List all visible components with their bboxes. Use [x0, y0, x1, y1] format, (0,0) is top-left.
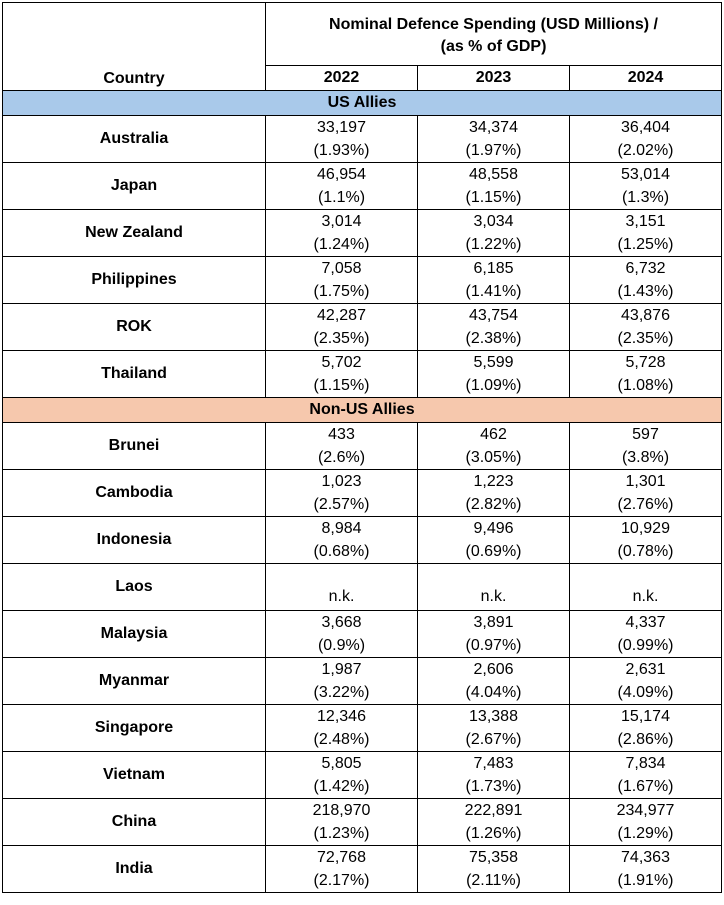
- value-cell: [570, 351, 722, 398]
- spending-value: 3,891: [473, 614, 514, 631]
- year-header-2024: 2024: [570, 66, 722, 91]
- gdp-percent-value: (1.25%): [617, 236, 674, 253]
- spending-value: 6,185: [473, 260, 514, 277]
- country-cell: Laos: [3, 564, 266, 611]
- spending-value: 222,891: [464, 802, 523, 819]
- value-cell: [418, 846, 570, 893]
- spending-value: 43,876: [621, 307, 670, 324]
- gdp-percent-value: (1.08%): [617, 377, 674, 394]
- country-cell: Australia: [3, 116, 266, 163]
- value-cell: [266, 799, 418, 846]
- gdp-percent-value: (1.42%): [313, 778, 370, 795]
- table-row: [3, 423, 722, 470]
- spending-value: 5,599: [473, 354, 514, 371]
- group-header: Non-US Allies: [3, 398, 722, 423]
- value-cell: [418, 752, 570, 799]
- country-cell: Cambodia: [3, 470, 266, 517]
- value-cell: [418, 116, 570, 163]
- spending-value: 5,805: [321, 755, 362, 772]
- country-cell: Vietnam: [3, 752, 266, 799]
- gdp-percent-value: (0.97%): [465, 637, 522, 654]
- gdp-percent-value: (0.69%): [465, 543, 522, 560]
- gdp-percent-value: (1.73%): [465, 778, 522, 795]
- value-cell: [266, 564, 418, 611]
- group-row: [3, 91, 722, 116]
- value-cell: [570, 304, 722, 351]
- country-cell: Malaysia: [3, 611, 266, 658]
- gdp-percent-value: (2.86%): [617, 731, 674, 748]
- value-cell: [418, 304, 570, 351]
- table-title-line1: Nominal Defence Spending (USD Millions) /: [329, 16, 658, 33]
- header-row-title: [3, 3, 722, 66]
- table-row: [3, 752, 722, 799]
- value-cell: [418, 210, 570, 257]
- value-cell: [570, 846, 722, 893]
- spending-value: 10,929: [621, 520, 670, 537]
- gdp-percent-value: (3.8%): [621, 449, 670, 466]
- spending-value: 1,987: [321, 661, 362, 678]
- spending-value: 3,034: [473, 213, 514, 230]
- value-cell: [418, 470, 570, 517]
- gdp-percent-value: (2.17%): [313, 872, 370, 889]
- spending-value: 1,301: [625, 473, 666, 490]
- value-cell: [418, 705, 570, 752]
- gdp-percent-value: (1.41%): [465, 283, 522, 300]
- gdp-percent-value: (1.91%): [617, 872, 674, 889]
- table-row: [3, 705, 722, 752]
- spending-value: 48,558: [469, 166, 518, 183]
- gdp-percent-value: (2.57%): [313, 496, 370, 513]
- value-cell: [266, 658, 418, 705]
- spending-value: 7,058: [321, 260, 362, 277]
- gdp-percent-value: (1.15%): [465, 189, 522, 206]
- value-cell: [418, 517, 570, 564]
- gdp-percent-value: (0.99%): [617, 637, 674, 654]
- value-cell: [266, 116, 418, 163]
- value-cell: [418, 423, 570, 470]
- spending-value: 433: [328, 426, 355, 443]
- spending-value: n.k.: [480, 588, 507, 605]
- table-row: [3, 351, 722, 398]
- spending-value: 34,374: [469, 119, 518, 136]
- gdp-percent-value: (3.22%): [313, 684, 370, 701]
- spending-value: 2,631: [625, 661, 666, 678]
- value-cell: [266, 163, 418, 210]
- country-cell: China: [3, 799, 266, 846]
- spending-value: 4,337: [625, 614, 666, 631]
- country-cell: Indonesia: [3, 517, 266, 564]
- gdp-percent-value: (0.9%): [317, 637, 366, 654]
- table-row: [3, 658, 722, 705]
- spending-value: 8,984: [321, 520, 362, 537]
- gdp-percent-value: (0.68%): [313, 543, 370, 560]
- table-row: [3, 517, 722, 564]
- spending-value: 74,363: [621, 849, 670, 866]
- gdp-percent-value: (2.76%): [617, 496, 674, 513]
- value-cell: [418, 658, 570, 705]
- table-row: [3, 611, 722, 658]
- gdp-percent-value: (1.15%): [313, 377, 370, 394]
- value-cell: [266, 257, 418, 304]
- value-cell: [570, 116, 722, 163]
- spending-value: n.k.: [632, 588, 659, 605]
- gdp-percent-value: (1.09%): [465, 377, 522, 394]
- value-cell: [570, 611, 722, 658]
- spending-value: 234,977: [616, 802, 675, 819]
- gdp-percent-value: (3.05%): [465, 449, 522, 466]
- gdp-percent-value: (2.35%): [617, 330, 674, 347]
- spending-value: 9,496: [473, 520, 514, 537]
- table-title: [266, 3, 722, 66]
- value-cell: [570, 799, 722, 846]
- spending-value: 12,346: [317, 708, 366, 725]
- gdp-percent-value: (1.24%): [313, 236, 370, 253]
- spending-value: 15,174: [621, 708, 670, 725]
- spending-value: 7,834: [625, 755, 666, 772]
- table-row: [3, 304, 722, 351]
- gdp-percent-value: (1.29%): [617, 825, 674, 842]
- value-cell: [570, 210, 722, 257]
- table-row: [3, 116, 722, 163]
- spending-value: 5,702: [321, 354, 362, 371]
- spending-value: 218,970: [312, 802, 371, 819]
- country-cell: ROK: [3, 304, 266, 351]
- table-title-line2: (as % of GDP): [440, 38, 547, 55]
- spending-value: 3,014: [321, 213, 362, 230]
- spending-value: 5,728: [625, 354, 666, 371]
- spending-value: 462: [480, 426, 507, 443]
- value-cell: [570, 658, 722, 705]
- country-cell: Singapore: [3, 705, 266, 752]
- group-row: [3, 398, 722, 423]
- spending-value: 1,023: [321, 473, 362, 490]
- group-header: US Allies: [3, 91, 722, 116]
- gdp-percent-value: (1.93%): [313, 142, 370, 159]
- country-cell: Japan: [3, 163, 266, 210]
- spending-value: 7,483: [473, 755, 514, 772]
- value-cell: [570, 470, 722, 517]
- year-header-2022: 2022: [266, 66, 418, 91]
- value-cell: [266, 846, 418, 893]
- gdp-percent-value: (1.97%): [465, 142, 522, 159]
- gdp-percent-value: (1.75%): [313, 283, 370, 300]
- gdp-percent-value: (2.82%): [465, 496, 522, 513]
- value-cell: [418, 351, 570, 398]
- gdp-percent-value: (1.3%): [621, 189, 670, 206]
- gdp-percent-value: (2.11%): [466, 872, 521, 889]
- gdp-percent-value: (0.78%): [617, 543, 674, 560]
- spending-value: 597: [632, 426, 659, 443]
- country-cell: New Zealand: [3, 210, 266, 257]
- value-cell: [266, 752, 418, 799]
- table-row: [3, 470, 722, 517]
- value-cell: [266, 210, 418, 257]
- value-cell: [266, 423, 418, 470]
- spending-value: 2,606: [473, 661, 514, 678]
- value-cell: [418, 257, 570, 304]
- gdp-percent-value: (1.43%): [617, 283, 674, 300]
- gdp-percent-value: (2.02%): [617, 142, 674, 159]
- gdp-percent-value: (1.67%): [617, 778, 674, 795]
- country-column-header: Country: [3, 3, 266, 91]
- gdp-percent-value: (1.23%): [313, 825, 370, 842]
- year-header-2023: 2023: [418, 66, 570, 91]
- spending-value: 72,768: [317, 849, 366, 866]
- spending-value: 75,358: [469, 849, 518, 866]
- value-cell: [570, 564, 722, 611]
- value-cell: [570, 752, 722, 799]
- table-row: [3, 210, 722, 257]
- spending-value: 42,287: [317, 307, 366, 324]
- gdp-percent-value: (4.09%): [617, 684, 674, 701]
- gdp-percent-value: (1.22%): [465, 236, 522, 253]
- gdp-percent-value: (2.35%): [313, 330, 370, 347]
- spending-value: 53,014: [621, 166, 670, 183]
- spending-value: 1,223: [473, 473, 514, 490]
- spending-value: 36,404: [621, 119, 670, 136]
- spending-value: 33,197: [317, 119, 366, 136]
- value-cell: [570, 163, 722, 210]
- value-cell: [570, 517, 722, 564]
- value-cell: [570, 423, 722, 470]
- gdp-percent-value: (2.67%): [465, 731, 522, 748]
- value-cell: [570, 705, 722, 752]
- gdp-percent-value: (2.38%): [465, 330, 522, 347]
- country-cell: Philippines: [3, 257, 266, 304]
- table-row: [3, 564, 722, 611]
- spending-value: 6,732: [625, 260, 666, 277]
- table-row: [3, 257, 722, 304]
- gdp-percent-value: (1.1%): [317, 189, 366, 206]
- value-cell: [266, 304, 418, 351]
- table-row: [3, 799, 722, 846]
- value-cell: [418, 611, 570, 658]
- value-cell: [418, 564, 570, 611]
- defence-spending-table: [2, 2, 722, 893]
- spending-value: 43,754: [469, 307, 518, 324]
- value-cell: [266, 470, 418, 517]
- country-cell: Myanmar: [3, 658, 266, 705]
- spending-value: n.k.: [328, 588, 355, 605]
- value-cell: [418, 799, 570, 846]
- country-cell: India: [3, 846, 266, 893]
- value-cell: [266, 705, 418, 752]
- value-cell: [266, 611, 418, 658]
- value-cell: [418, 163, 570, 210]
- spending-value: 46,954: [317, 166, 366, 183]
- value-cell: [266, 517, 418, 564]
- table-row: [3, 846, 722, 893]
- gdp-percent-value: (1.26%): [465, 825, 522, 842]
- table-row: [3, 163, 722, 210]
- spending-value: 3,668: [321, 614, 362, 631]
- value-cell: [570, 257, 722, 304]
- spending-value: 3,151: [625, 213, 666, 230]
- value-cell: [266, 351, 418, 398]
- gdp-percent-value: (2.6%): [317, 449, 366, 466]
- gdp-percent-value: (4.04%): [465, 684, 522, 701]
- country-cell: Brunei: [3, 423, 266, 470]
- gdp-percent-value: (2.48%): [313, 731, 370, 748]
- country-cell: Thailand: [3, 351, 266, 398]
- spending-value: 13,388: [469, 708, 518, 725]
